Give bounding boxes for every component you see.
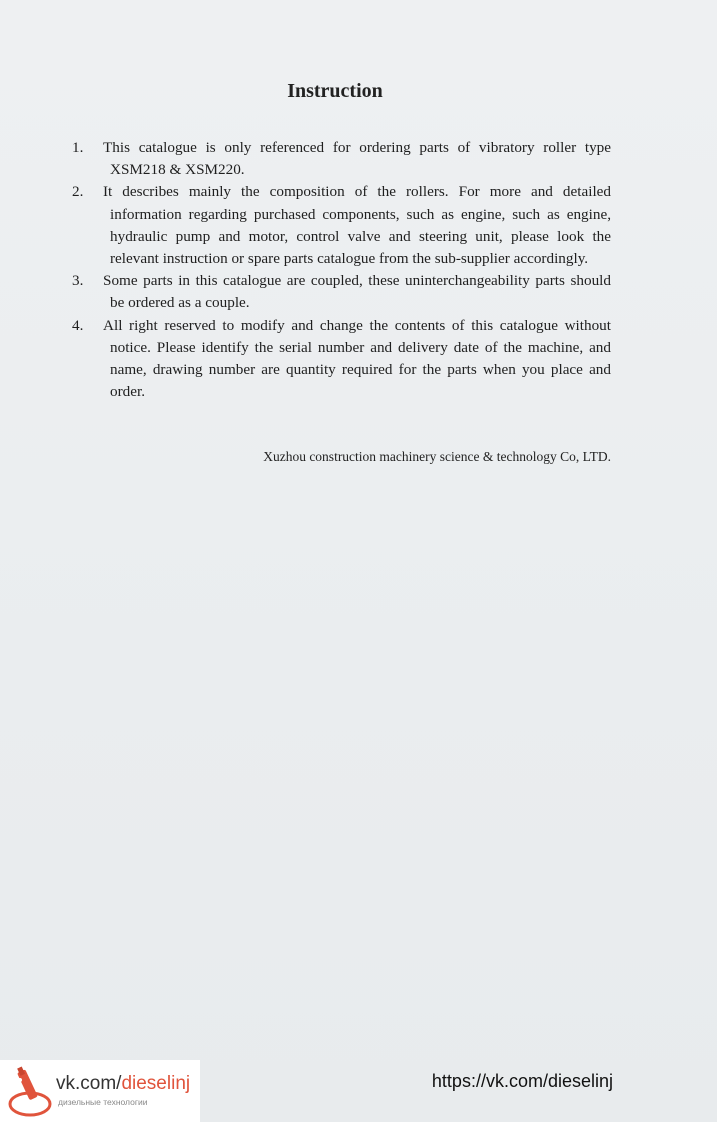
item-number: 4. (72, 316, 84, 334)
item-text (103, 315, 611, 404)
list-item (70, 270, 611, 314)
logo-subtitle: дизельные технологии (58, 1097, 148, 1107)
item-continuation: without notice. Please identify the serial number and delivery date of the machine, and name, drawing number are quantity required for the parts when you place and order. (110, 316, 611, 401)
item-continuation: information regarding purchased components, such as engine, such as engine, hydraulic pump and motor, control valve and steering unit, please look the relevant instruction or spare parts catalogue from the sub-supplier accordingly. (110, 205, 611, 268)
item-first-line: Some parts in this catalogue are coupled, these uninterchangeability parts (103, 272, 565, 290)
list-item (70, 137, 611, 181)
company-signature: Xuzhou construction machinery science & technology Co, LTD. (263, 449, 611, 464)
list-item (70, 181, 611, 270)
item-continuation: should be ordered as a couple. (110, 272, 611, 312)
item-number: 1. (72, 139, 84, 156)
list-item (70, 315, 611, 404)
logo-accent: dieselinj (121, 1073, 191, 1094)
item-first-line: All right reserved to modify and change the contents of this catalogue (103, 316, 558, 334)
item-first-line: This catalogue is only referenced for ordering parts of vibratory roller type (103, 139, 611, 156)
instruction-list (70, 137, 611, 403)
item-text (103, 181, 611, 270)
logo-text (56, 1073, 190, 1095)
item-text (103, 137, 611, 181)
item-number: 3. (72, 272, 84, 290)
item-first-line: It describes mainly the composition of the rollers. For more and detailed (103, 183, 611, 201)
item-text (103, 270, 611, 314)
item-continuation: XSM218 & XSM220. (110, 161, 245, 179)
injector-logo-icon (6, 1064, 56, 1118)
watermark-url: https://vk.com/dieselinj (431, 1071, 613, 1091)
item-number: 2. (72, 183, 84, 201)
watermark-logo (0, 1060, 200, 1122)
page-title: Instruction (287, 80, 383, 102)
logo-prefix: vk.com/ (56, 1073, 122, 1094)
